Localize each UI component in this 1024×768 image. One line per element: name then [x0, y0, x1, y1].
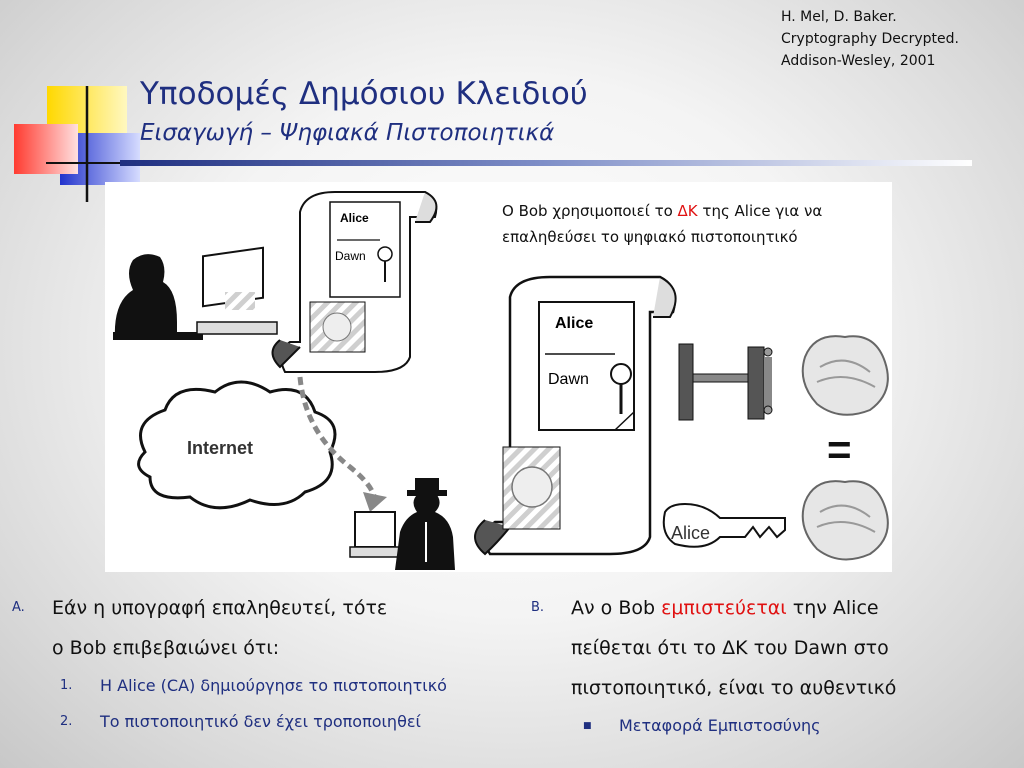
- slide-title: Υποδομές Δημόσιου Κλειδιού: [140, 76, 588, 112]
- fingerprint-top-icon: [803, 336, 888, 415]
- book-reference: [781, 6, 959, 72]
- large-doc-name-top: Alice: [555, 315, 594, 332]
- point-b-line-1: Αν ο Bob εμπιστεύεται την Alice: [571, 597, 879, 619]
- trust-highlight: εμπιστεύεται: [661, 597, 787, 619]
- alice-computer-icon: [197, 248, 277, 334]
- small-certificate-scroll: [273, 192, 437, 372]
- small-doc-name-bottom: Dawn: [335, 249, 366, 263]
- decorative-squares: [0, 0, 160, 210]
- title-underline: [120, 160, 972, 166]
- reference-line-3: Addison-Wesley, 2001: [781, 53, 936, 69]
- point-b-line-3: πιστοποιητικό, είναι το αυθεντικό: [571, 677, 897, 699]
- large-doc-name-bottom: Dawn: [548, 371, 589, 388]
- point-b: [531, 588, 1011, 744]
- small-doc-name-top: Alice: [340, 211, 369, 225]
- point-a-marker: A.: [12, 600, 25, 615]
- point-a-subitem-2: 2. Το πιστοποιητικό δεν έχει τροποποιηθεί: [60, 712, 421, 731]
- reference-line-1: H. Mel, D. Baker.: [781, 9, 897, 25]
- point-a-subitem-1: 1. Η Alice (CA) δημιούργησε το πιστοποιητικό: [60, 676, 447, 695]
- point-b-line-2: πείθεται ότι το ΔΚ του Dawn στο: [571, 637, 889, 659]
- red-square: [14, 124, 78, 174]
- point-a: [12, 588, 512, 740]
- bob-person-icon: [395, 478, 455, 570]
- alice-key-icon: [664, 504, 785, 547]
- cloud-label: Internet: [187, 438, 254, 458]
- caption-highlight: ΔΚ: [677, 202, 698, 220]
- alice-person-icon: [113, 254, 203, 340]
- point-a-line-1: Εάν η υπογραφή επαληθευτεί, τότε: [52, 597, 388, 619]
- equals-sign: =: [827, 426, 852, 473]
- internet-cloud: [139, 382, 335, 508]
- key-label: Alice: [671, 523, 711, 543]
- bob-computer-icon: [350, 512, 405, 557]
- slide-subtitle: Εισαγωγή – Ψηφιακά Πιστοποιητικά: [140, 120, 555, 146]
- point-b-marker: B.: [531, 600, 545, 615]
- clamp-icon: [679, 344, 772, 420]
- reference-line-2: Cryptography Decrypted.: [781, 31, 959, 47]
- point-a-line-2: ο Bob επιβεβαιώνει ότι:: [52, 637, 280, 659]
- large-certificate-scroll: [475, 277, 676, 554]
- figure-caption: Ο Bob χρησιμοποιεί το ΔΚ της Alice για να επαληθεύσει το ψηφιακό πιστοποιητικό: [502, 202, 823, 246]
- fingerprint-bottom-icon: [803, 481, 888, 559]
- point-b-subitem: ■ Μεταφορά Εμπιστοσύνης: [583, 716, 821, 735]
